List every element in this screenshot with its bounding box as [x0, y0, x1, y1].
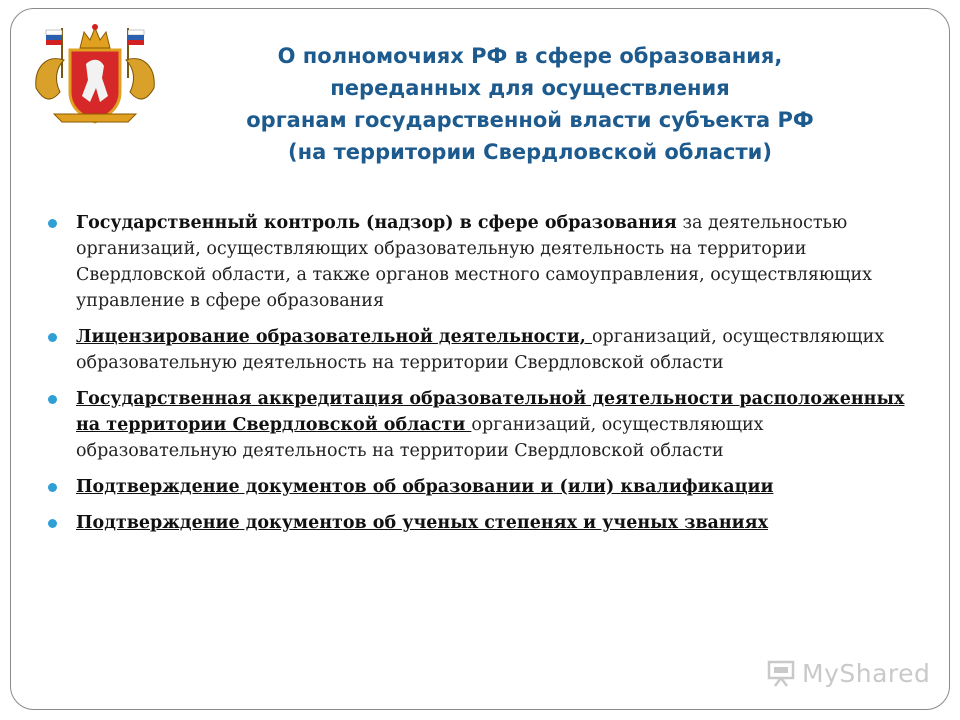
list-item [46, 210, 916, 314]
bullet-icon [48, 395, 57, 404]
item-text: организаций, осуществляющих образовательную деятельность на территории Свердловской области [76, 327, 885, 373]
item-heading: Подтверждение документов об образовании и (или) квалификации [76, 477, 774, 497]
title-line: О полномочиях РФ в сфере образования, [277, 44, 783, 68]
presentation-icon [766, 658, 796, 688]
item-heading: Лицензирование образовательной деятельности, [76, 327, 592, 347]
list-item [46, 474, 916, 500]
bullet-icon [48, 519, 57, 528]
bullet-icon [48, 333, 57, 342]
title-line: (на территории Свердловской области) [288, 140, 772, 164]
list-item [46, 324, 916, 376]
item-text: организаций, осуществляющих образовательную деятельность на территории Свердловской области [76, 415, 764, 461]
item-heading: Подтверждение документов об ученых степенях и ученых званиях [76, 513, 769, 533]
item-heading: Государственный контроль (надзор) в сфере образования [76, 213, 677, 233]
coat-of-arms-emblem [24, 18, 166, 128]
slide-title [170, 40, 890, 168]
bullet-icon [48, 219, 57, 228]
powers-list [46, 210, 916, 546]
bullet-icon [48, 483, 57, 492]
watermark-text: MyShared [802, 658, 931, 688]
list-item [46, 386, 916, 464]
item-heading: Государственная аккредитация образовательной деятельности расположенных на территории Свердловской области [76, 389, 905, 435]
title-line: переданных для осуществления [330, 76, 730, 100]
list-item [46, 510, 916, 536]
title-line: органам государственной власти субъекта РФ [246, 108, 814, 132]
item-text: за деятельностью организаций, осуществляющих образовательную деятельность на территории Свердловской области, а также органов местного самоуправления, осуществляющих управление в сфере образования [76, 213, 873, 311]
watermark [766, 656, 930, 690]
